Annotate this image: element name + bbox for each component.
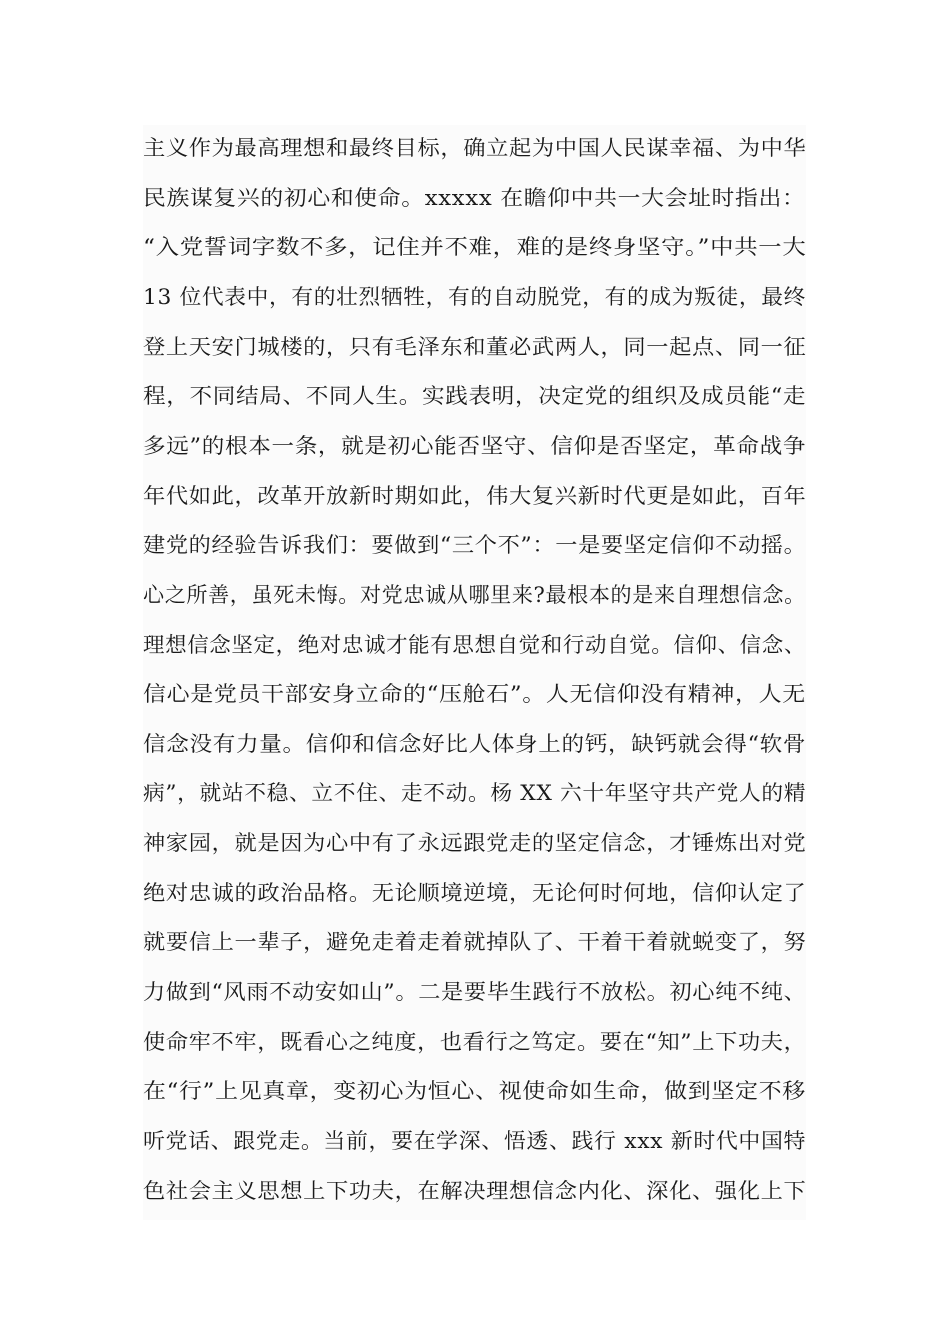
text-line: 病”，就站不稳、立不住、走不动。杨 XX 六十年坚守共产党人的精 xyxy=(143,781,807,806)
text-line: 神家园，就是因为心中有了永远跟党走的坚定信念，才锤炼出对党 xyxy=(143,831,807,856)
text-line: 绝对忠诚的政治品格。无论顺境逆境，无论何时何地，信仰认定了 xyxy=(143,880,807,905)
text-line: 心之所善，虽死未悔。对党忠诚从哪里来?最根本的是来自理想信念。 xyxy=(143,582,806,607)
text-line: 在“行”上见真章，变初心为恒心、视使命如生命，做到坚定不移 xyxy=(143,1079,806,1104)
text-line: 年代如此，改革开放新时期如此，伟大复兴新时代更是如此，百年 xyxy=(143,483,807,508)
text-line: 主义作为最高理想和最终目标，确立起为中国人民谋幸福、为中华 xyxy=(143,136,807,160)
text-line: 13 位代表中，有的壮烈牺牲，有的自动脱党，有的成为叛徒，最终 xyxy=(143,284,806,309)
text-line: 就要信上一辈子，避免走着走着就掉队了、干着干着就蜕变了，努 xyxy=(143,930,807,955)
text-line: 多远”的根本一条，就是初心能否坚守、信仰是否坚定，革命战争 xyxy=(143,433,807,458)
text-line: 理想信念坚定，绝对忠诚才能有思想自觉和行动自觉。信仰、信念、 xyxy=(143,632,806,657)
document-body xyxy=(143,125,806,1220)
text-line: 使命牢不牢，既看心之纯度，也看行之笃定。要在“知”上下功夫， xyxy=(143,1029,807,1054)
text-line: “入党誓词字数不多，记住并不难，难的是终身坚守。”中共一大 xyxy=(143,235,807,260)
text-line: 民族谋复兴的初心和使命。xxxxx 在瞻仰中共一大会址时指出： xyxy=(143,185,806,210)
text-line: 力做到“风雨不动安如山”。二是要毕生践行不放松。初心纯不纯、 xyxy=(143,980,807,1005)
text-line: 程，不同结局、不同人生。实践表明，决定党的组织及成员能“走 xyxy=(143,384,807,409)
text-line: 登上天安门城楼的，只有毛泽东和董必武两人，同一起点、同一征 xyxy=(143,334,807,359)
text-line: 听党话、跟党走。当前，要在学深、悟透、践行 xxx 新时代中国特 xyxy=(143,1129,807,1153)
text-line: 信念没有力量。信仰和信念好比人体身上的钙，缺钙就会得“软骨 xyxy=(143,731,807,756)
text-line: 建党的经验告诉我们：要做到“三个不”：一是要坚定信仰不动摇。 xyxy=(143,533,807,558)
text-line: 色社会主义思想上下功夫，在解决理想信念内化、深化、强化上下 xyxy=(143,1178,807,1203)
text-line: 信心是党员干部安身立命的“压舱石”。人无信仰没有精神，人无 xyxy=(143,682,806,707)
